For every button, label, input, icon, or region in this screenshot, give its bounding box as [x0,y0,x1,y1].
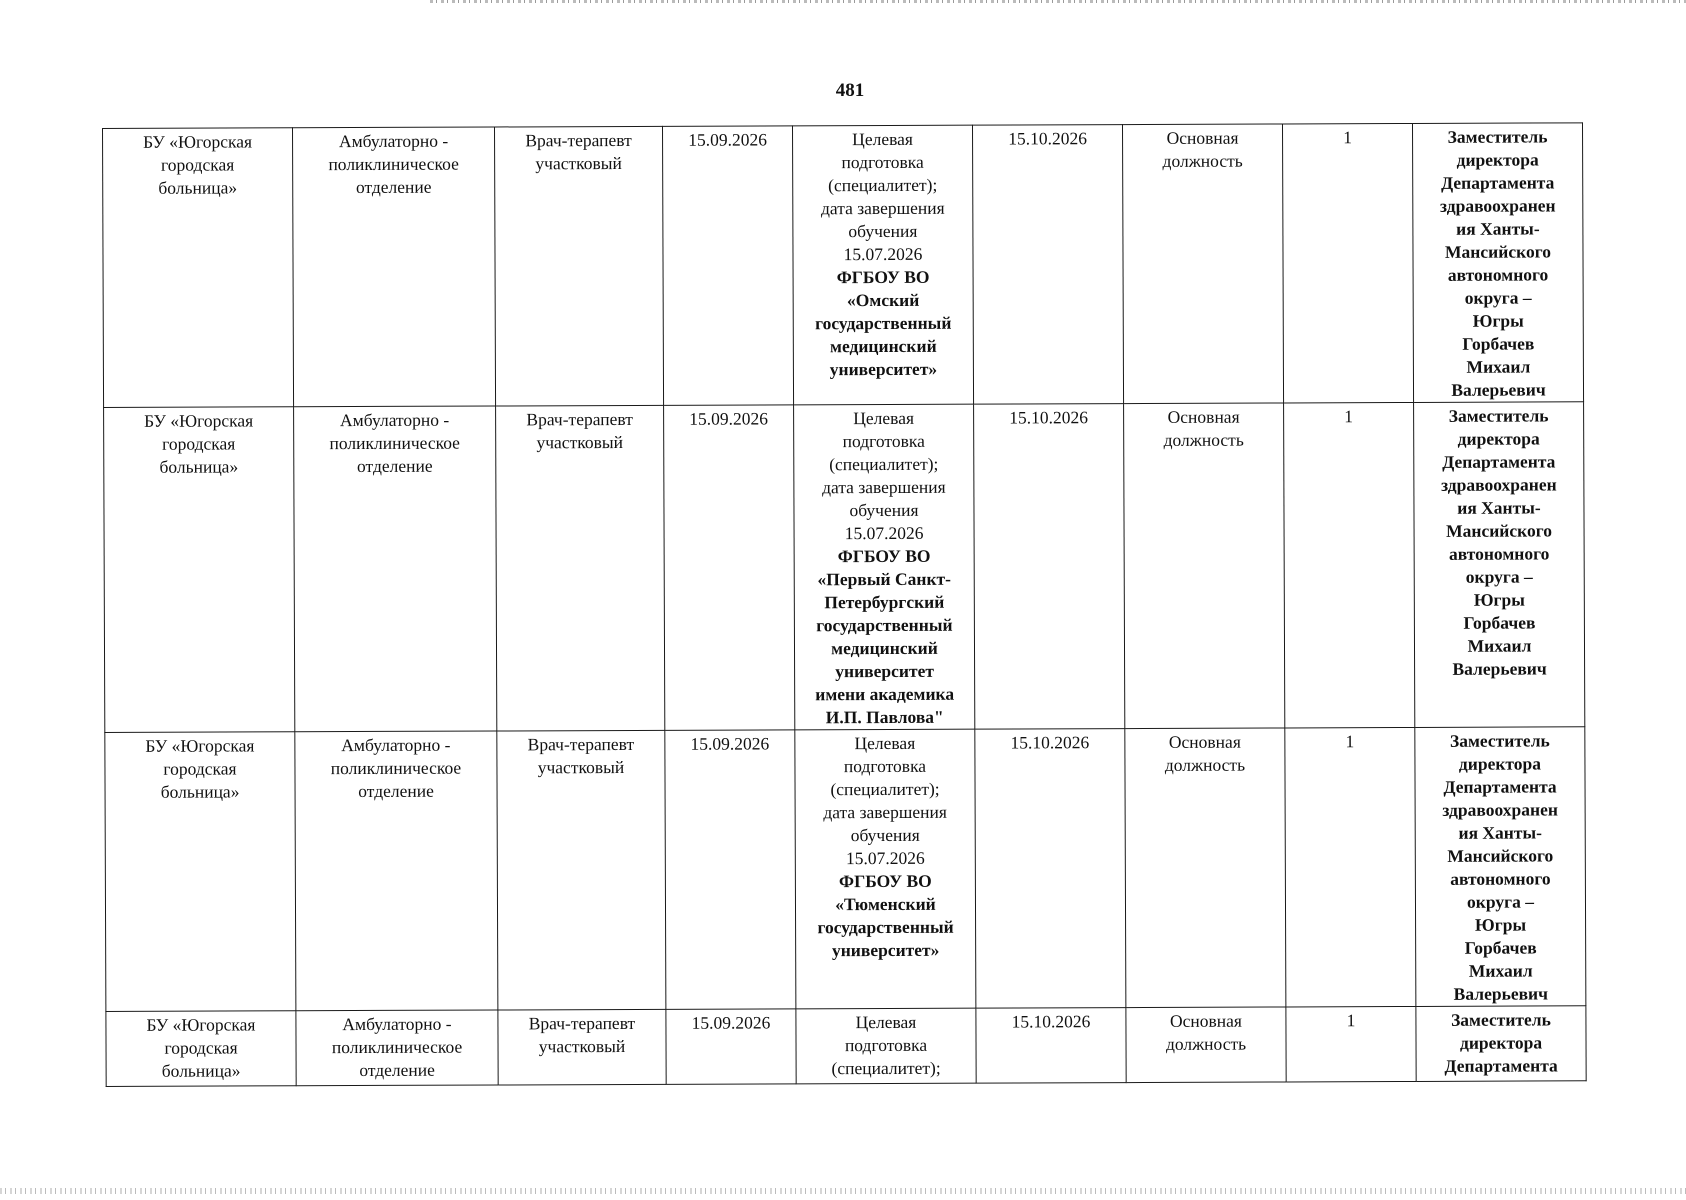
cell-text-line: 15.07.2026 [844,522,924,544]
cell-text-line: городская [163,758,237,779]
cell-text-line: Валерьевич [1453,983,1549,1004]
cell-text-line: ия Ханты- [1457,497,1541,518]
cell-text-line: 15.07.2026 [845,847,925,869]
cell-text-line: Югры [1472,310,1524,331]
cell-text-line: 15.10.2026 [1010,732,1090,753]
cell-text-line: 1 [1343,127,1352,148]
cell-text-line: 15.10.2026 [1009,407,1089,428]
cell-text-line: Заместитель [1448,405,1549,426]
cell-text-line: ФГБОУ ВО [836,266,930,288]
count-cell [1284,402,1415,727]
position-cell [494,126,663,406]
cell-text-line: отделение [358,780,434,802]
page-number: 481 [835,80,865,101]
cell-text-line: БУ «Югорская [146,1014,256,1035]
cell-text-line: директора [1459,1032,1543,1053]
cell-text-line: (специалитет); [829,453,939,475]
signatory-cell [1412,123,1583,403]
cell-text-line: Горбачев [1463,612,1536,633]
org-cell [104,407,295,733]
cell-text-line: университет [835,660,934,682]
cell-text-line: отделение [356,455,433,477]
cell-text-line: 1 [1344,406,1354,427]
position-cell [498,1009,666,1085]
job-type-cell [1125,728,1286,1008]
cell-text-line: участковый [537,756,625,778]
cell-text-line: Целевая [853,407,915,429]
cell-text-line: 1 [1345,731,1355,752]
table-row [103,123,1584,408]
cell-text-line: 15.09.2026 [688,129,767,150]
training-cell [796,1008,976,1084]
cell-text-line: автономного [1448,543,1550,564]
cell-text-line: государственный [817,916,954,938]
job-type-cell [1124,403,1285,729]
cell-text-line: БУ «Югорская [144,410,254,431]
department-cell [294,406,497,732]
cell-text-line: Врач-терапевт [528,1012,636,1034]
start-date-cell [662,126,793,405]
cell-text-line: обучения [848,220,918,242]
vacancy-table [102,122,1587,1087]
training-cell [795,729,976,1009]
cell-text-line: Югры [1473,589,1525,610]
cell-text-line: Амбулаторно - [341,734,451,756]
cell-text-line: поликлиническое [331,1036,463,1058]
cell-text-line: городская [160,154,235,175]
cell-text-line: Валерьевич [1451,379,1546,400]
cell-text-line: подготовка [843,755,927,777]
cell-text-line: Врач-терапевт [525,129,632,151]
cell-text-line: больница» [161,1060,241,1081]
cell-text-line: государственный [815,312,952,334]
cell-text-line: Целевая [855,1011,917,1033]
cell-text-line: медицинский [829,335,937,357]
cell-text-line: (специалитет); [830,778,940,800]
cell-text-line: Михаил [1468,960,1533,981]
cell-text-line: участковый [535,153,622,174]
cell-text-line: округа – [1465,566,1533,587]
cell-text-line: 15.09.2026 [691,1012,771,1033]
cell-text-line: Мансийского [1446,520,1553,541]
training-cell [794,404,975,730]
cell-text-line: отделение [355,176,432,198]
start-date-cell [665,730,796,1009]
position-cell [497,730,666,1010]
cell-text-line: Амбулаторно - [338,130,449,152]
department-cell [296,1010,498,1086]
cell-text-line: директора [1457,428,1540,449]
table-row [106,1006,1586,1087]
cell-text-line: Основная [1168,731,1241,752]
cell-text-line: И.П. Павлова" [825,706,944,728]
cell-text-line: подготовка [841,151,924,173]
cell-text-line: БУ «Югорская [145,735,255,756]
cell-text-line: городская [162,433,236,454]
job-type-cell [1126,1007,1286,1083]
cell-text-line: (специалитет); [831,1057,941,1079]
table-row [105,727,1586,1012]
document-sheet [102,122,1586,1079]
cell-text-line: округа – [1466,891,1534,912]
scan-edge-top [430,0,1686,3]
org-cell [105,732,296,1012]
cell-text-line: округа – [1464,287,1532,308]
cell-text-line: медицинский [831,637,938,659]
job-type-cell [1122,124,1283,404]
cell-text-line: должность [1164,754,1246,775]
cell-text-line: ФГБОУ ВО [838,870,932,892]
cell-text-line: автономного [1447,264,1549,285]
cell-text-line: Департамента [1443,776,1557,797]
count-cell [1286,1006,1416,1081]
cell-text-line: Амбулаторно - [342,1013,452,1035]
cell-text-line: дата завершения [820,197,945,219]
cell-text-line: (специалитет); [828,174,938,196]
cell-text-line: Основная [1169,1010,1242,1031]
start-date-cell [666,1009,796,1084]
cell-text-line: здравоохранен [1442,799,1558,820]
table-row [104,402,1585,733]
cell-text-line: Амбулаторно - [339,409,450,431]
cell-text-line: государственный [816,614,953,636]
cell-text-line: отделение [359,1059,435,1081]
cell-text-line: обучения [849,499,919,521]
cell-text-line: 15.07.2026 [843,243,923,265]
table-body [103,123,1587,1087]
cell-text-line: Департамента [1441,172,1555,193]
cell-text-line: обучения [850,824,920,846]
org-cell [103,128,294,408]
cell-text-line: директора [1456,149,1539,170]
cell-text-line: Валерьевич [1452,658,1547,679]
end-date-cell [976,1008,1126,1084]
signatory-cell [1416,1006,1586,1082]
cell-text-line: поликлиническое [328,153,459,175]
count-cell [1285,727,1416,1006]
cell-text-line: городская [164,1037,238,1058]
cell-text-line: Основная [1166,127,1239,148]
cell-text-line: Мансийского [1447,845,1554,866]
cell-text-line: поликлиническое [329,432,460,454]
cell-text-line: должность [1163,429,1244,450]
cell-text-line: «Тюменский [835,893,936,915]
cell-text-line: Заместитель [1447,126,1548,147]
cell-text-line: подготовка [844,1034,928,1056]
start-date-cell [664,405,795,730]
cell-text-line: Врач-терапевт [526,408,633,430]
cell-text-line: 15.09.2026 [690,733,770,754]
cell-text-line: подготовка [842,430,925,452]
cell-text-line: ия Ханты- [1458,822,1542,843]
cell-text-line: университет» [831,939,940,961]
cell-text-line: БУ «Югорская [143,131,253,152]
cell-text-line: должность [1162,150,1243,171]
cell-text-line: Целевая [854,732,916,754]
cell-text-line: Департамента [1442,451,1556,472]
cell-text-line: Заместитель [1449,730,1550,751]
cell-text-line: 15.10.2026 [1008,128,1087,149]
cell-text-line: Горбачев [1462,333,1535,354]
cell-text-line: Горбачев [1464,937,1537,958]
end-date-cell [974,404,1125,730]
cell-text-line: ФГБОУ ВО [837,545,931,567]
cell-text-line: университет» [829,358,938,380]
cell-text-line: Целевая [852,128,913,150]
cell-text-line: Петербургский [824,591,945,613]
cell-text-line: 15.10.2026 [1011,1011,1091,1032]
cell-text-line: Михаил [1466,356,1531,377]
cell-text-line: дата завершения [823,801,947,823]
end-date-cell [972,125,1123,405]
cell-text-line: участковый [536,432,623,453]
cell-text-line: «Омский [846,289,920,311]
cell-text-line: автономного [1450,868,1551,889]
cell-text-line: «Первый Санкт- [817,568,951,590]
cell-text-line: Югры [1474,914,1527,935]
cell-text-line: больница» [160,781,240,802]
cell-text-line: 1 [1346,1010,1356,1031]
cell-text-line: Врач-терапевт [527,733,635,755]
position-cell [496,405,665,731]
cell-text-line: Михаил [1467,635,1532,656]
department-cell [293,127,496,407]
signatory-cell [1414,402,1585,728]
end-date-cell [975,729,1126,1009]
count-cell [1282,123,1413,402]
cell-text-line: 15.09.2026 [689,408,769,429]
scan-edge-bottom [0,1188,1686,1194]
cell-text-line: здравоохранен [1439,195,1556,216]
cell-text-line: здравоохранен [1441,474,1557,495]
cell-text-line: Заместитель [1451,1009,1551,1030]
cell-text-line: Основная [1167,406,1240,427]
cell-text-line: Департамента [1444,1055,1558,1076]
cell-text-line: должность [1165,1033,1247,1054]
cell-text-line: директора [1458,753,1542,774]
cell-text-line: больница» [158,177,238,198]
department-cell [295,731,498,1011]
cell-text-line: больница» [159,456,239,477]
cell-text-line: Мансийского [1444,241,1551,262]
cell-text-line: ия Ханты- [1456,218,1540,239]
cell-text-line: дата завершения [822,476,946,498]
cell-text-line: участковый [538,1035,626,1057]
cell-text-line: поликлиническое [330,757,462,779]
training-cell [792,125,973,405]
org-cell [106,1011,296,1087]
cell-text-line: имени академика [815,683,955,705]
signatory-cell [1415,727,1586,1007]
